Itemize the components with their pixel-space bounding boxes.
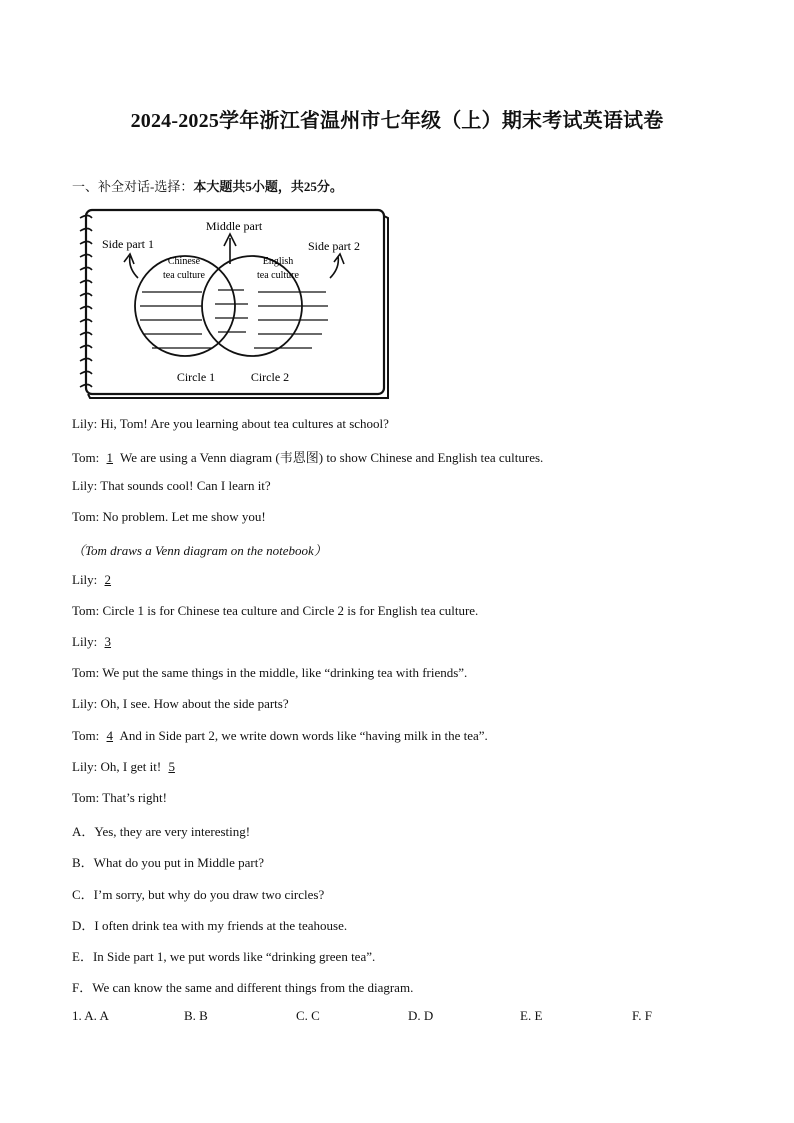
circle-1-text-line1: Chinese: [167, 256, 201, 267]
answer-blank-1[interactable]: 1: [106, 450, 114, 465]
section-prefix: 一、补全对话-选择：: [72, 179, 194, 194]
choice-e[interactable]: E. E: [520, 1008, 543, 1023]
page-title: 2024-2025学年浙江省温州市七年级（上）期末考试英语试卷: [130, 110, 664, 132]
choice-c[interactable]: C. C: [296, 1008, 320, 1023]
dialogue-line: Lily: 3: [72, 634, 115, 650]
option-f: F．We can know the same and different things from the diagram.: [72, 980, 414, 995]
dialogue-line: Tom: That’s right!: [72, 790, 167, 805]
answer-blank-3[interactable]: 3: [104, 634, 112, 649]
option-a: A．Yes, they are very interesting!: [72, 824, 251, 839]
choice-b[interactable]: B. B: [184, 1008, 208, 1023]
circle-2-label: Circle 2: [250, 370, 290, 384]
choice-d[interactable]: D. D: [408, 1008, 434, 1023]
dialogue-line: Lily: Oh, I get it! 5: [72, 759, 179, 775]
choice-f[interactable]: F. F: [632, 1008, 652, 1023]
side-part-2-label: Side part 2: [308, 239, 360, 253]
stage-direction: （Tom draws a Venn diagram on the notebook）: [72, 543, 327, 558]
dialogue-line: Tom: Circle 1 is for Chinese tea culture and Circle 2 is for English tea culture.: [72, 603, 479, 618]
dialogue-line: Tom: We put the same things in the middle, like “drinking tea with friends”.: [72, 665, 468, 680]
answer-blank-5[interactable]: 5: [168, 759, 175, 774]
dialogue-line: Lily: 2: [72, 572, 115, 588]
option-c: C．I’m sorry, but why do you draw two circles?: [72, 887, 325, 902]
circle-1-label: Circle 1: [176, 370, 216, 384]
dialogue-line: Lily: Oh, I see. How about the side parts?: [72, 696, 289, 711]
circle-1-text-line2: tea culture: [163, 270, 205, 281]
dialogue-line: Tom: 4 And in Side part 2, we write down words like “having milk in the tea”.: [72, 728, 488, 743]
dialogue-line: Tom: 1 We are using a Venn diagram (韦恩图) to show Chinese and English tea cultures.: [72, 450, 544, 465]
answer-blank-4[interactable]: 4: [106, 728, 114, 743]
choice-a[interactable]: 1. A. A: [72, 1008, 109, 1023]
option-e: E．In Side part 1, we put words like “drinking green tea”.: [72, 949, 376, 964]
side-part-1-label: Side part 1: [102, 237, 154, 251]
section-bold: 本大题共5小题，共25分。: [193, 179, 343, 194]
dialogue-line: Lily: That sounds cool! Can I learn it?: [72, 478, 271, 493]
circle-2-text-line1: English: [262, 256, 294, 267]
dialogue-line: Tom: No problem. Let me show you!: [72, 509, 266, 524]
circle-2-text-line2: tea culture: [257, 270, 299, 281]
venn-diagram-notebook: [72, 206, 392, 402]
middle-part-label: Middle part: [205, 219, 263, 233]
dialogue-line: Lily: Hi, Tom! Are you learning about tea cultures at school?: [72, 416, 389, 431]
option-d: D．I often drink tea with my friends at the teahouse.: [72, 918, 348, 933]
section-heading: [72, 176, 343, 195]
option-b: B．What do you put in Middle part?: [72, 855, 265, 870]
answer-blank-2[interactable]: 2: [104, 572, 112, 587]
